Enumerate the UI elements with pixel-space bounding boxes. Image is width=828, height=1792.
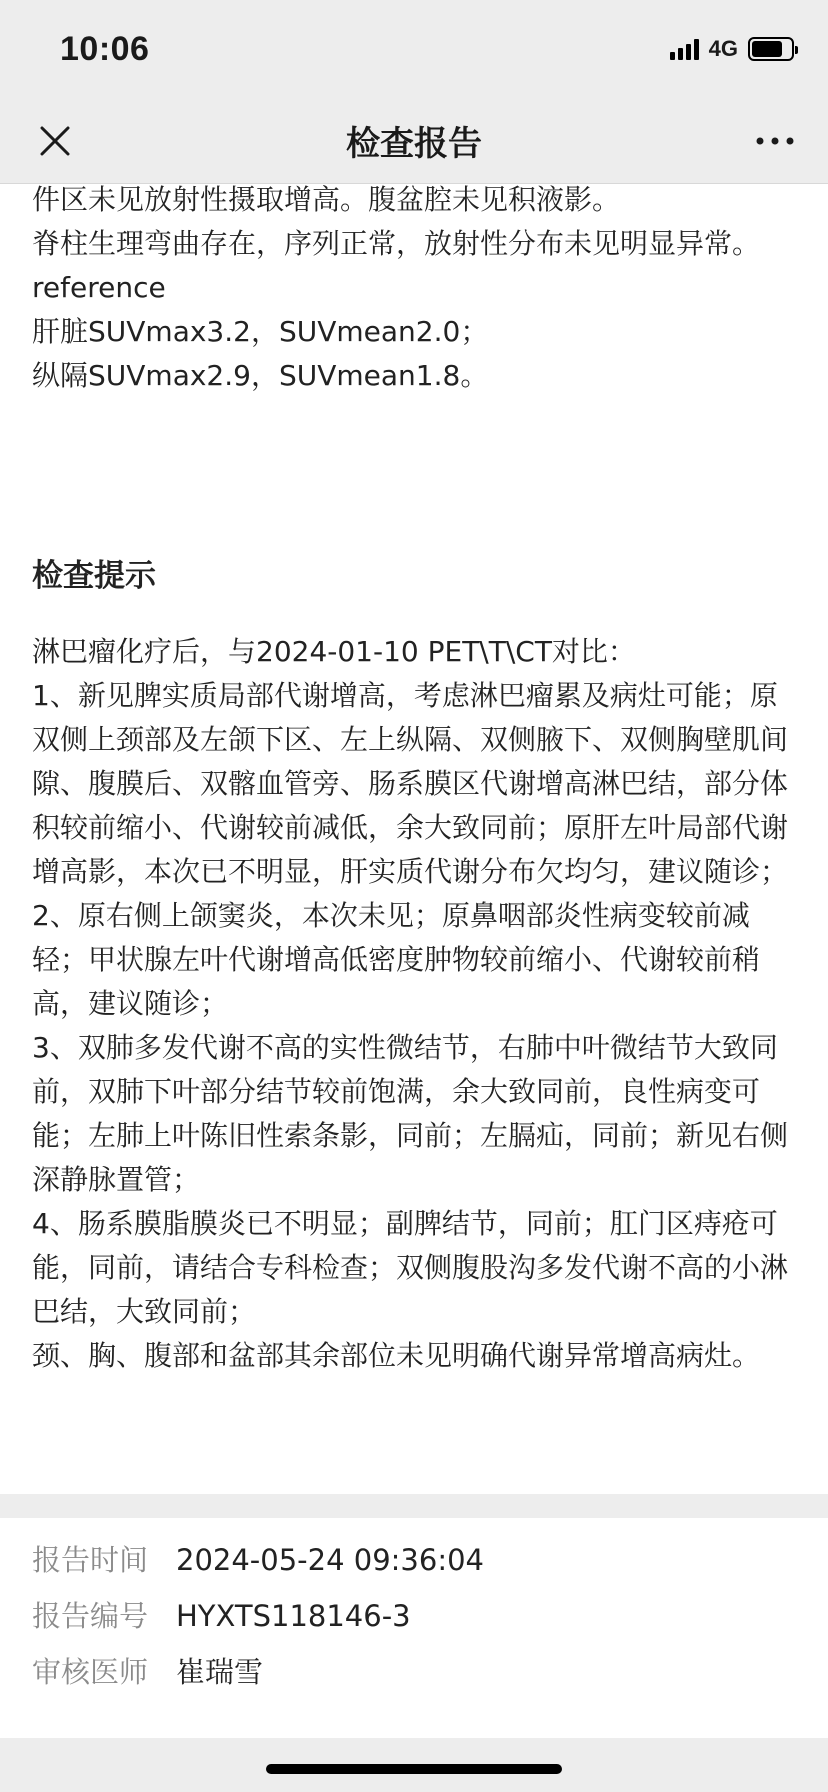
report-time-value: 2024-05-24 09:36:04 bbox=[176, 1543, 484, 1577]
report-time-row bbox=[32, 1540, 484, 1580]
report-info-card bbox=[0, 1518, 828, 1738]
conclusion-text: 淋巴瘤化疗后，与2024-01-10 PET\T\CT对比： 1、新见脾实质局部代谢增高，考虑淋巴瘤累及病灶可能；原双侧上颈部及左颌下区、左上纵隔、双侧腋下、双侧胸壁肌间隙、腹膜后、双髂血管旁、肠系膜区代谢增高淋巴结，部分体积较前缩小、代谢较前减低，余大致同前；原肝左叶局部代谢增高影，本次已不明显，肝实质代谢分布欠均匀，建议随诊； 2、原右侧上颌窦炎，本次未见；原鼻咽部炎性病变较前减轻；甲状腺左叶代谢增高低密度肿物较前缩小、代谢较前稍高，建议随诊； 3、双肺多发代谢不高的实性微结节，右肺中叶微结节大致同前，双肺下叶部分结节较前饱满，余大致同前，良性病变可能；左肺上叶陈旧性索条影，同前；左膈疝，同前；新见右侧深静脉置管； 4、肠系膜脂膜炎已不明显；副脾结节，同前；肛门区痔疮可能，同前，请结合专科检查；双侧腹股沟多发代谢不高的小淋巴结，大致同前； 颈、胸、腹部和盆部其余部位未见明确代谢异常增高病灶。 bbox=[32, 635, 789, 1372]
report-number-value: HYXTS118146-3 bbox=[176, 1599, 411, 1633]
status-indicators bbox=[670, 36, 794, 62]
more-dots-icon[interactable] bbox=[750, 116, 800, 166]
battery-level bbox=[752, 41, 782, 57]
report-number-label: 报告编号 bbox=[32, 1599, 149, 1633]
home-indicator[interactable] bbox=[266, 1764, 562, 1774]
report-content[interactable] bbox=[0, 184, 828, 1792]
network-type: 4G bbox=[708, 36, 738, 61]
signal-icon bbox=[670, 38, 699, 60]
doctor-label: 审核医师 bbox=[32, 1655, 149, 1689]
battery-icon bbox=[748, 37, 794, 61]
findings-text: 件区未见放射性摄取增高。腹盆腔未见积液影。 脊柱生理弯曲存在，序列正常，放射性分布未见明显异常。 reference 肝脏SUVmax3.2，SUVmean2.0； 纵隔SUVmax2.9，SUVmean1.8。 bbox=[32, 184, 761, 392]
conclusion-card bbox=[0, 514, 828, 1494]
page-title: 检查报告 bbox=[346, 124, 482, 164]
conclusion-title: 检查提示 bbox=[32, 558, 156, 594]
doctor-value: 崔瑞雪 bbox=[176, 1655, 264, 1689]
status-time: 10:06 bbox=[60, 30, 150, 68]
doctor-row bbox=[32, 1652, 263, 1692]
report-time-label: 报告时间 bbox=[32, 1543, 149, 1577]
navigation-bar bbox=[0, 96, 828, 184]
report-number-row bbox=[32, 1596, 411, 1636]
status-bar bbox=[0, 0, 828, 96]
